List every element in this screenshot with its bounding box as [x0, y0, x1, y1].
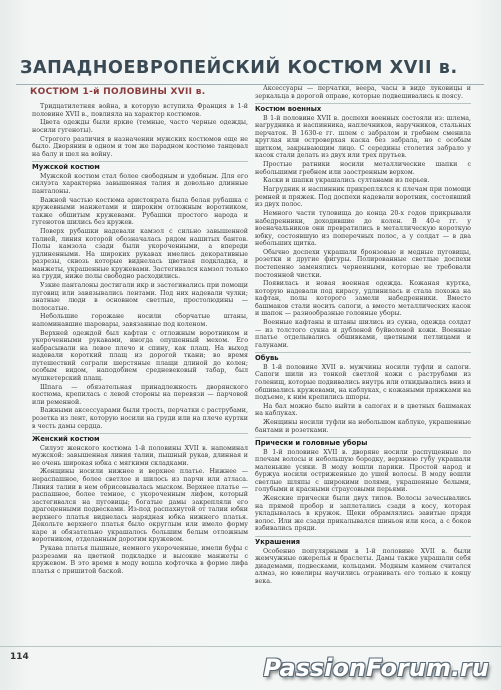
body-paragraph: Простые ратники носили металлические шапки с небольшими гребнем или заостренным верхом.: [255, 161, 471, 176]
body-paragraph: Силуэт женского костюма 1-й половины XVII в. напоминал мужской: завышенная линия талии, пышный рукав, длинная и не очень широкая юбка с мягкими складками.: [32, 444, 248, 467]
section-subtitle: КОСТЮМ 1-й ПОЛОВИНЫ XVII в.: [30, 87, 206, 97]
body-paragraph: Каски и шапки украшались султанами из перьев.: [263, 177, 430, 185]
body-paragraph: Нагрудник и наспинник прикреплялся к плечам при помощи ремней и пряжек. Под доспехи надевали воротник, состоявший из двух полос.: [255, 186, 471, 209]
body-paragraph: Строгого различия в назначении мужских костюмов еще не было. Дворянин в одном и том же парадном костюме танцевал на балу и шел на войну.: [32, 135, 248, 158]
section-heading: Мужской костюм: [32, 161, 248, 172]
body-paragraph: На бал можно было выйти в сапогах и в цветных башмаках на каблуках.: [255, 402, 471, 418]
body-paragraph: В 1-й половине XVII в. доспехи военных состояли из: шлема, нагрудника и наспинника, наплечников, наручников, стальных перчаток. В 1630-е гг. шлем с забралом и гребнем сменила круглая или островерхая каска без забрала, но с особым щитком, закрывающим лицо. С середины столетия забрало у касок стали делать из двух или трех прутьев.: [255, 114, 471, 160]
body-paragraph: Узкие панталоны достигали икр и застегивались при помощи пуговиц или завязывались лентами. Под них надевали чулки; знатные люди в основном светлые, простолюдины — полосатые.: [32, 281, 248, 312]
section-heading: Женский костюм: [32, 433, 248, 444]
section-heading: Обувь: [255, 352, 471, 363]
body-paragraph: Женщины носили нижнее и верхнее платье. Нижнее — нераспашное, более светлое и шилось из парчи или атласа. Линия талии в нем обрисовывалась мыском. Верхнее платье — распашное, более темное, с укороченным лифом, который застегивался на пуговицы; богатые дамы закрепляли его драгоценными подвесками. Из-под распахнутой от талии юбки верхнего платья виднелась нарядная юбка нижнего платья. Декольте верхнего платья было округлым или имело форму каре и обязательно украшалось большим белым отложным воротником, отделанным дорогим кружевом.: [32, 468, 248, 544]
section-heading: Костюм военных: [255, 103, 471, 114]
page-title: ЗАПАДНОЕВРОПЕЙСКИЙ КОСТЮМ XVII в.: [20, 58, 458, 78]
footer-divider: [0, 646, 501, 647]
body-paragraph: Рукава платья пышные, немного укороченные, имели буфы с разрезами на цветной подкладке и высокие манжеты с кружевом. В это время в моду вошла кофточка в форме лифа платья с пришитой баской.: [32, 545, 248, 575]
right-column: [255, 85, 471, 586]
body-paragraph: Особенно популярными в 1-й половине XVII в. были жемчужные ожерелья и браслеты. Дамы также украшали себя диадемами, подвесками, кольцами. Модным камнем считался алмаз, но ювелиры научились огранивать его только к концу века.: [255, 547, 471, 585]
body-paragraph: Аксессуары — перчатки, веера, часы в виде луковицы и зеркальца в дорогой оправе, которые подвешивались к поясу.: [255, 85, 471, 100]
section-heading: Прически и головные уборы: [255, 437, 471, 448]
left-column: [32, 103, 248, 577]
body-paragraph: Военные кафтаны и штаны шились из сукна, одежда солдат — из толстого сукна и дубленой буйволовой кожи. Военные платье отделывались обшивками, цветными петлицами и галунами.: [255, 319, 471, 349]
section-heading: Украшения: [255, 536, 471, 547]
page-number: 114: [10, 652, 29, 662]
body-paragraph: Цвета одежды были яркие (темные, часто черные одежды, носили гугеноты).: [32, 119, 248, 134]
body-paragraph: В 1-й половине XVII в. мужчины носили туфли и сапоги. Сапоги шили из тонкой светлой кожи с раструбами из голенищ, которые подвивались внутрь или откидывались вниз и обшивались кружевами, на каблуках, с кожаными пряжками на подъеме, к ним крепились шпоры.: [255, 363, 472, 402]
body-paragraph: Появилась и новая военная одежда. Кожаная куртка, которую надевали под кирасу, удлинилась и стала похожа на кафтан, полы которого замели набедренники. Вместо башмаков стали носить сапоги, а вместо металлических касок и шапок — разнообразные головные уборы.: [255, 280, 471, 318]
body-paragraph: В 1-й половине XVII в. дворяне носили распущенные по плечам волосы и небольшую бородку, верхнюю губу украшали маленькие усики. В моду вошли парики. Простой народ и буржуа носили остриженные до ушей волосы. В моду вошли светлые шляпы с широкими полями, украшенные белыми, голубыми и красными страусовыми перьями.: [255, 448, 471, 494]
body-paragraph: Женщины носили туфли на небольшом каблуке, украшенные бантами и розетками.: [255, 419, 471, 434]
body-paragraph: Мужской костюм стал более свободным и удобным. Для его силуэта характерна завышенная талия и довольно длинные панталоны.: [32, 172, 248, 195]
body-paragraph: Тридцатилетняя война, в которую вступила Франция в 1-й половине XVII в., повлияла на характер костюмов.: [32, 103, 248, 118]
body-paragraph: Важной частью костюма аристократа была белая рубашка с кружевными манжетами и широким отложным воротником, также обшитым кружевами. Рубашки простого народа и гугенотов шились без кружев.: [32, 196, 248, 227]
body-paragraph: Обычно доспехи украшали бронзовые и медные пуговицы, розетки и другие фигуры. Полированные светлые доспехи постепенно заменялись черненными, которые не требовали постоянной чистки.: [255, 248, 471, 279]
body-paragraph: Женские прически были двух типов. Волосы зачесывались на прямой пробор и заплетались сзади в косу, которая укладывалась в кружок. Щеки обрамлялись завитые пряди волос. Или же сзади прикалывался шиньон или коса, а с боков взбивались пряди.: [255, 495, 471, 533]
body-paragraph: Шпага — обязательная принадлежность дворянского костюма, крепилась с левой стороны на перевязи — парчовой или ременной.: [32, 383, 248, 406]
body-paragraph: Поверх рубашки надевали камзол с сильно завышенной талией, линия которой обозначалась рядом нашитых бантов. Полы камзола сзади были укороченными, а впереди удлиненными. На широких рукавах имелись декоративные разрезы, сквозь которые виднелась цветная подкладка, и манжеты, украшенные кружевами. Застегивался камзол только на груди, ниже полы свободно расходились.: [32, 227, 248, 281]
body-paragraph: Важными аксессуарами были трость, перчатки с раструбами, розетка из лент, которую носили на груди или на плече куртки в честь дамы сердца.: [32, 407, 248, 430]
body-paragraph: Небольшие горожане носили сборчатые штаны, напоминавшие шаровары, завязанные под коленом.: [32, 313, 248, 328]
body-paragraph: Немного части туловища до конца 20-х годов прикрывали набедренники, доходившие до колен. В 40-е гг. у военачальников они превратились в металлическую короткую юбку, состоявшую из поперечных полос, а у солдат — в два небольших щитка.: [255, 209, 471, 248]
body-paragraph: Верхней одеждой был кафтан с отложным воротником и укороченными рукавами, иногда опушенный мехом. Его набрасывали на левое плечо и спину, как плащ. На выход надевали короткий плащ из дорогой ткани; во время путешествий сограли шерстяные плащи длиной до колен; особым видом, наподобием средневековый табар, был мушкетерский плащ.: [32, 329, 248, 382]
watermark-logo: PassionForum.ru: [263, 654, 489, 682]
